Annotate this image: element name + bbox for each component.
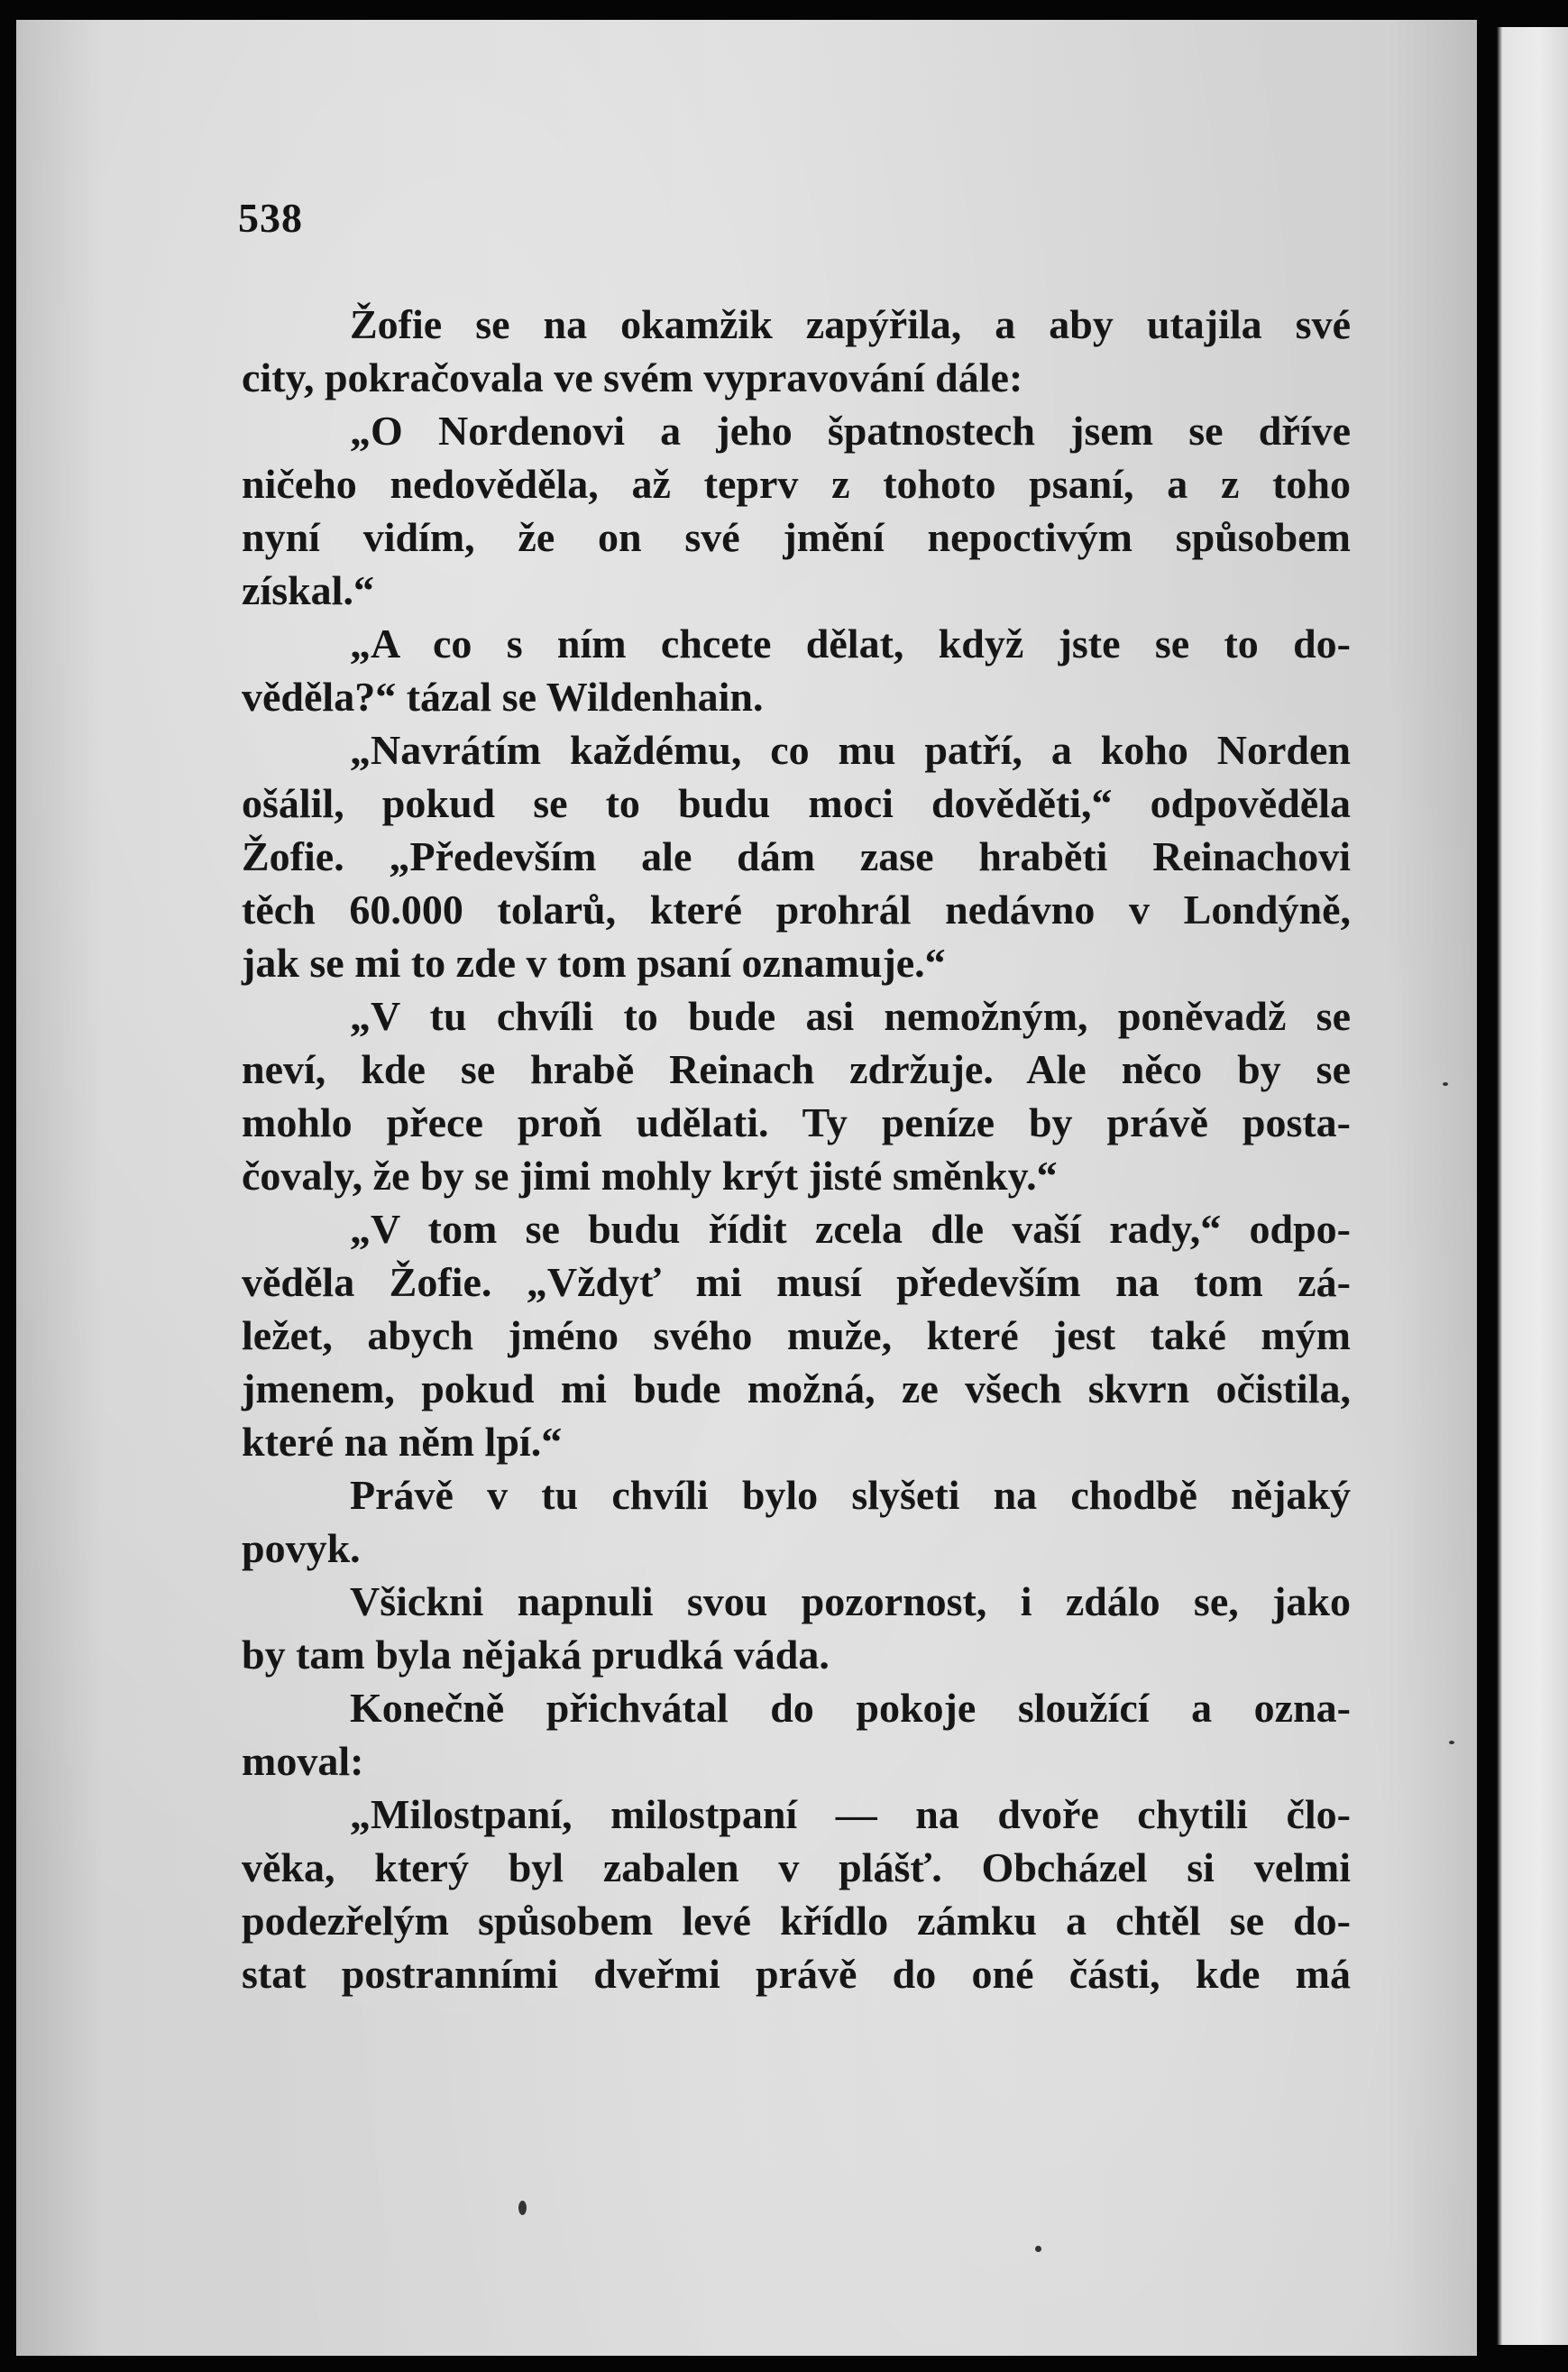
text-line: ničeho nedověděla, až teprv z tohoto psaní, a z toho (242, 461, 1351, 507)
text-line: věděla Žofie. „Vždyť mi musí především na tom zá- (242, 1259, 1351, 1305)
text-line: Právě v tu chvíli bylo slyšeti na chodbě nějaký (350, 1472, 1351, 1518)
page-number: 538 (238, 195, 303, 241)
text-line: „Navrátím každému, co mu patří, a koho Norden (350, 727, 1351, 773)
text-line: nyní vidím, že on své jmění nepoctivým spůsobem (242, 514, 1351, 560)
text-line: „V tu chvíli to bude asi nemožným, poněvadž se (350, 993, 1351, 1039)
text-line: by tam byla nějaká prudká váda. (242, 1632, 830, 1678)
dust-speck (1443, 1082, 1448, 1086)
text-line: Všickni napnuli svou pozornost, i zdálo se, jako (350, 1578, 1351, 1624)
text-line: těch 60.000 tolarů, které prohrál nedávno v Londýně, (242, 887, 1351, 933)
text-line: „O Nordenovi a jeho špatnostech jsem se dříve (350, 408, 1351, 454)
text-line: „V tom se budu řídit zcela dle vaší rady,“ odpo- (350, 1206, 1351, 1252)
dust-speck (1449, 1741, 1454, 1744)
text-line: stat postranními dveřmi právě do oné části, kde má (242, 1951, 1351, 1997)
text-line: Žofie. „Především ale dám zase hraběti Reinachovi (242, 833, 1351, 879)
text-line: povyk. (242, 1525, 361, 1571)
text-line: ležet, abych jméno svého muže, které jest také mým (242, 1312, 1351, 1358)
text-line: ošálil, pokud se to budu moci dověděti,“ odpověděla (242, 780, 1351, 826)
text-line: mohlo přece proň udělati. Ty peníze by právě posta- (242, 1099, 1351, 1145)
text-line: Konečně přichvátal do pokoje sloužící a ozna- (350, 1685, 1351, 1731)
text-line: „Milostpaní, milostpaní — na dvoře chytili člo- (350, 1791, 1351, 1837)
text-line: „A co s ním chcete dělat, když jste se to do- (350, 621, 1351, 667)
adjacent-page-edge (1497, 27, 1568, 2345)
text-line: jmenem, pokud mi bude možná, ze všech skvrn očistila, (242, 1365, 1351, 1411)
text-line: jak se mi to zde v tom psaní oznamuje.“ (242, 940, 946, 986)
dust-speck (1035, 2246, 1041, 2252)
text-line: věka, který byl zabalen v plášť. Obcházel si velmi (242, 1844, 1351, 1890)
text-line: věděla?“ tázal se Wildenhain. (242, 674, 764, 720)
text-line: získal.“ (242, 567, 374, 613)
text-line: podezřelým spůsobem levé křídlo zámku a chtěl se do- (242, 1898, 1351, 1944)
text-line: Žofie se na okamžik zapýřila, a aby utajila své (350, 301, 1351, 347)
dust-speck (518, 2201, 527, 2215)
text-line: city, pokračovala ve svém vypravování dále: (242, 354, 1023, 400)
text-line: které na něm lpí.“ (242, 1419, 563, 1465)
text-line: neví, kde se hrabě Reinach zdržuje. Ale něco by se (242, 1046, 1351, 1092)
page-text-body (242, 298, 1351, 2000)
text-line: čovaly, že by se jimi mohly krýt jisté směnky.“ (242, 1153, 1058, 1199)
text-line: moval: (242, 1738, 364, 1784)
